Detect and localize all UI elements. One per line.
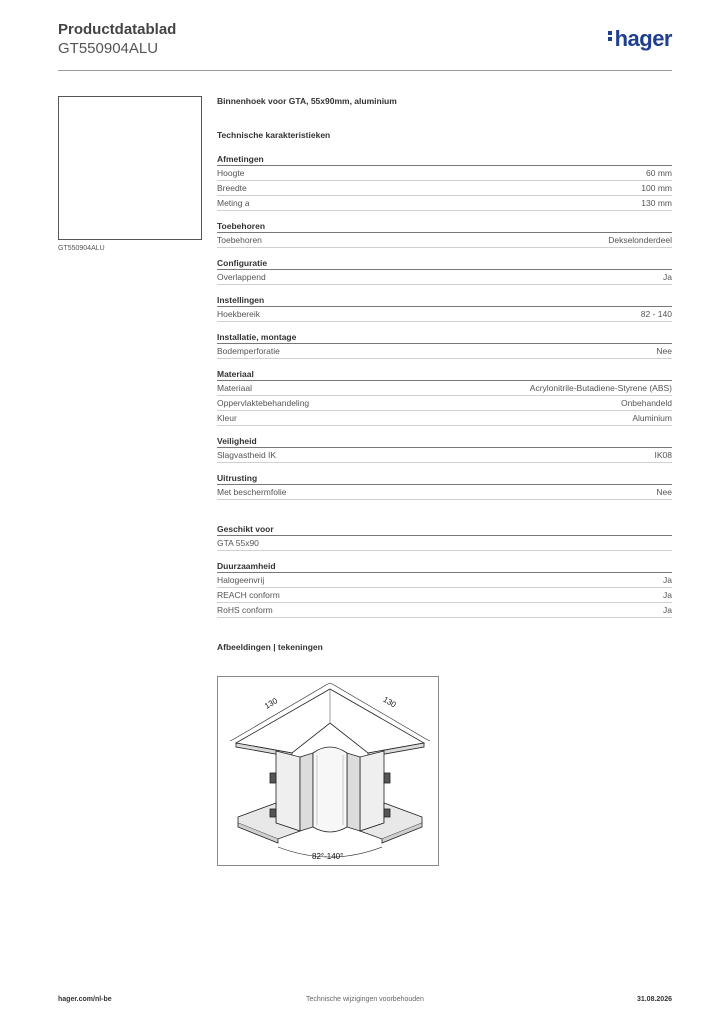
spec-section: [217, 473, 672, 500]
spec-label: Toebehoren: [217, 235, 262, 245]
dimension-right-label: 130: [381, 694, 398, 710]
spec-row: [217, 588, 672, 603]
section-title: Uitrusting: [217, 473, 672, 485]
spec-label: Met beschermfolie: [217, 487, 287, 497]
logo-text: hager: [614, 26, 672, 51]
spec-label: GTA 55x90: [217, 538, 259, 548]
spec-section: [217, 561, 672, 618]
spec-label: Hoekbereik: [217, 309, 260, 319]
spec-row: [217, 448, 672, 463]
spec-row: [217, 485, 672, 500]
spec-row: [217, 270, 672, 285]
spec-label: Materiaal: [217, 383, 252, 393]
page-header: [58, 20, 672, 68]
spec-label: RoHS conform: [217, 605, 273, 615]
spec-section: [217, 369, 672, 426]
spec-row: [217, 181, 672, 196]
spec-value: Ja: [663, 272, 672, 282]
spec-label: Hoogte: [217, 168, 245, 178]
specification-content: [217, 96, 672, 654]
spec-row: [217, 307, 672, 322]
spec-value: Acrylonitrile-Butadiene-Styrene (ABS): [529, 383, 672, 393]
spec-value: IK08: [654, 450, 672, 460]
section-title: Materiaal: [217, 369, 672, 381]
section-title: Instellingen: [217, 295, 672, 307]
spec-section: [217, 258, 672, 285]
spec-label: Halogeenvrij: [217, 575, 265, 585]
section-title: Veiligheid: [217, 436, 672, 448]
spec-sections: [217, 154, 672, 500]
footer-notice: Technische wijzigingen voorbehouden: [306, 996, 424, 1003]
spec-row: [217, 166, 672, 181]
dimension-left-label: 130: [263, 696, 280, 711]
spec-value: 82 - 140: [640, 309, 672, 319]
spec-label: Kleur: [217, 413, 237, 423]
spec-row: [217, 411, 672, 426]
spec-section: [217, 332, 672, 359]
technical-drawing: [217, 676, 439, 866]
product-code: GT550904ALU: [58, 40, 159, 57]
angle-range-label: 82°-140°: [312, 852, 344, 861]
hager-logo: [608, 26, 672, 52]
spec-label: Meting a: [217, 198, 250, 208]
spec-value: Ja: [663, 605, 672, 615]
spec-row: [217, 396, 672, 411]
spec-section: [217, 524, 672, 551]
spec-value: 60 mm: [646, 168, 672, 178]
spec-value: 130 mm: [641, 198, 672, 208]
spec-section: [217, 295, 672, 322]
product-description: Binnenhoek voor GTA, 55x90mm, aluminium: [217, 96, 397, 106]
spec-value: Onbehandeld: [620, 398, 672, 408]
footer-date: 31.08.2026: [636, 996, 672, 1003]
spec-value: Nee: [656, 346, 672, 356]
spec-row: [217, 381, 672, 396]
product-thumbnail: [58, 96, 202, 240]
spec-value: Ja: [663, 575, 672, 585]
technical-title: Technische karakteristieken: [217, 130, 331, 140]
spec-section: [217, 154, 672, 211]
drawing-svg: [218, 677, 438, 865]
figures-title: Afbeeldingen | tekeningen: [217, 642, 323, 652]
spec-row: [217, 536, 672, 551]
header-divider: [58, 70, 672, 71]
logo-dots-icon: [608, 29, 613, 43]
section-title: Toebehoren: [217, 221, 672, 233]
extra-sections: [217, 524, 672, 618]
footer-website-link[interactable]: hager.com/nl-be: [58, 996, 112, 1003]
section-title: Duurzaamheid: [217, 561, 672, 573]
spec-value: 100 mm: [641, 183, 672, 193]
section-title: Geschikt voor: [217, 524, 672, 536]
section-title: Afmetingen: [217, 154, 672, 166]
spec-label: Overlappend: [217, 272, 266, 282]
spec-row: [217, 573, 672, 588]
spec-section: [217, 221, 672, 248]
spec-row: [217, 344, 672, 359]
section-title: Configuratie: [217, 258, 672, 270]
spec-value: Dekselonderdeel: [608, 235, 672, 245]
section-title: Installatie, montage: [217, 332, 672, 344]
spec-value: Ja: [663, 590, 672, 600]
spec-label: Bodemperforatie: [217, 346, 280, 356]
spec-row: [217, 233, 672, 248]
spec-label: Slagvastheid IK: [217, 450, 277, 460]
spec-label: Oppervlaktebehandeling: [217, 398, 310, 408]
spec-section: [217, 436, 672, 463]
thumbnail-caption: GT550904ALU: [58, 245, 105, 252]
spec-label: REACH conform: [217, 590, 280, 600]
spec-label: Breedte: [217, 183, 247, 193]
document-title: Productdatablad: [58, 21, 177, 38]
spec-value: Nee: [656, 487, 672, 497]
spec-row: [217, 603, 672, 618]
spec-value: Aluminium: [632, 413, 672, 423]
spec-row: [217, 196, 672, 211]
